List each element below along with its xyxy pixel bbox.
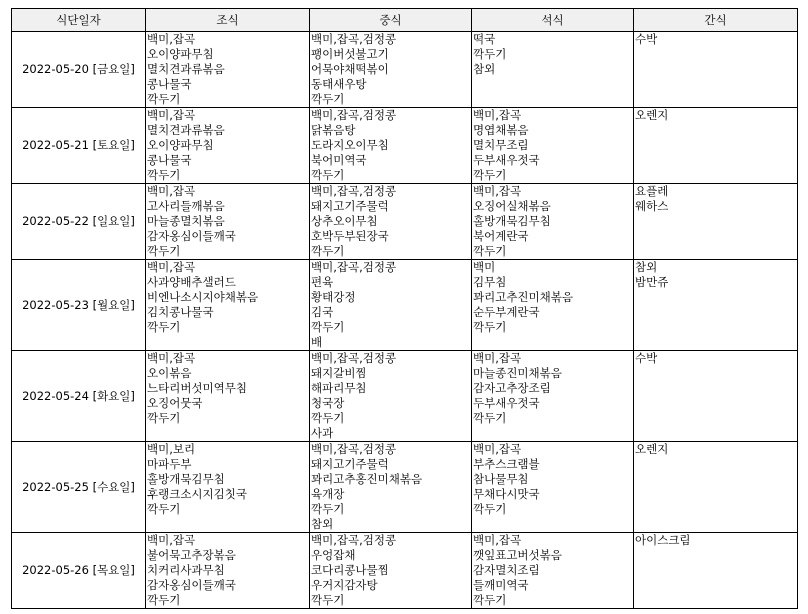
menu-item: 참외 (635, 260, 658, 274)
menu-item: 백미,잡곡 (473, 442, 522, 456)
menu-item: 요플레 (635, 184, 669, 198)
menu-item: 편육 (311, 275, 334, 289)
lunch-cell (310, 442, 472, 533)
table-row (12, 351, 798, 442)
menu-item: 순두부계란국 (473, 305, 540, 319)
menu-item: 백미,잡곡 (473, 533, 522, 547)
menu-item: 깍두기 (147, 502, 181, 516)
menu-item: 사과 (311, 426, 334, 440)
header-lunch: 중식 (310, 9, 472, 32)
menu-item: 백미,잡곡,검정콩 (311, 184, 397, 198)
menu-item: 두부새우젓국 (473, 153, 540, 167)
menu-item: 돼지갈비찜 (311, 366, 367, 380)
menu-item: 깻잎표고버섯볶음 (473, 548, 562, 562)
menu-item: 감자고추장조림 (473, 381, 551, 395)
menu-item: 깍두기 (473, 320, 507, 334)
menu-item: 꽈리고추진미채볶음 (473, 290, 573, 304)
menu-item: 김치콩나물국 (147, 305, 214, 319)
menu-item: 부추스크램블 (473, 457, 540, 471)
menu-item: 마파두부 (147, 457, 192, 471)
menu-item: 백미,잡곡 (473, 184, 522, 198)
menu-item: 홀방개묵김무침 (473, 214, 551, 228)
meal-menu-table (11, 8, 798, 609)
menu-item: 팽이버섯불고기 (311, 47, 389, 61)
breakfast-cell (146, 533, 310, 609)
menu-item: 떡국 (473, 32, 496, 46)
menu-item: 돼지고기주물럭 (311, 199, 389, 213)
header-snack: 간식 (634, 9, 798, 32)
menu-item: 콩나물국 (147, 153, 192, 167)
menu-item: 깍두기 (311, 92, 345, 106)
snack-cell (634, 32, 798, 108)
dinner-cell (472, 184, 634, 260)
header-row (12, 9, 798, 32)
menu-item: 비엔나소시지야채볶음 (147, 290, 259, 304)
dinner-cell (472, 32, 634, 108)
header-date: 식단일자 (12, 9, 146, 32)
menu-item: 백미,잡곡,검정콩 (311, 260, 397, 274)
lunch-cell (310, 184, 472, 260)
menu-item: 감자멸치조림 (473, 563, 540, 577)
menu-item: 참나물무침 (473, 472, 529, 486)
menu-item: 깍두기 (311, 593, 345, 607)
menu-item: 백미,잡곡 (473, 351, 522, 365)
menu-item: 오렌지 (635, 442, 669, 456)
menu-item: 느타리버섯미역무침 (147, 381, 247, 395)
table-row (12, 184, 798, 260)
menu-item: 돼지고기주물럭 (311, 457, 389, 471)
menu-item: 백미,잡곡 (147, 260, 196, 274)
menu-item: 깍두기 (147, 168, 181, 182)
header-dinner: 석식 (472, 9, 634, 32)
dinner-cell (472, 533, 634, 609)
snack-cell (634, 260, 798, 351)
lunch-cell (310, 351, 472, 442)
menu-item: 깍두기 (473, 502, 507, 516)
menu-body (12, 32, 798, 609)
menu-item: 백미,잡곡 (147, 32, 196, 46)
menu-item: 백미,잡곡 (147, 351, 196, 365)
breakfast-cell (146, 442, 310, 533)
menu-item: 코다리콩나물찜 (311, 563, 389, 577)
dinner-cell (472, 108, 634, 184)
menu-item: 깍두기 (473, 411, 507, 425)
menu-item: 우엉잡채 (311, 548, 356, 562)
menu-item: 감자옹심이들깨국 (147, 578, 236, 592)
menu-item: 배 (311, 335, 323, 349)
menu-item: 마늘종진미채볶음 (473, 366, 562, 380)
menu-item: 아이스크림 (635, 533, 691, 547)
menu-item: 깍두기 (311, 320, 345, 334)
menu-item: 백미 (473, 260, 496, 274)
menu-item: 청국장 (311, 396, 345, 410)
snack-cell (634, 108, 798, 184)
menu-item: 멸치무조림 (473, 138, 529, 152)
menu-item: 명엽채볶음 (473, 123, 529, 137)
menu-item: 마늘종멸치볶음 (147, 214, 225, 228)
table-row (12, 533, 798, 609)
menu-item: 오이양파무침 (147, 138, 214, 152)
menu-item: 백미,잡곡,검정콩 (311, 351, 397, 365)
menu-item: 감자옹심이들깨국 (147, 229, 236, 243)
menu-item: 멸치견과류볶음 (147, 123, 225, 137)
table-row (12, 32, 798, 108)
menu-item: 백미,보리 (147, 442, 196, 456)
menu-item: 깍두기 (311, 168, 345, 182)
breakfast-cell (146, 184, 310, 260)
menu-item: 사과양배추샐러드 (147, 275, 236, 289)
menu-item: 깍두기 (147, 593, 181, 607)
menu-item: 참외 (311, 517, 334, 531)
menu-item: 깍두기 (311, 411, 345, 425)
menu-item: 김국 (311, 305, 334, 319)
snack-cell (634, 184, 798, 260)
menu-item: 후랭크소시지김칫국 (147, 487, 247, 501)
menu-item: 백미,잡곡 (147, 184, 196, 198)
menu-item: 북어계란국 (473, 229, 529, 243)
header-breakfast: 조식 (146, 9, 310, 32)
breakfast-cell (146, 260, 310, 351)
date-cell: 2022-05-25 [수요일] (12, 442, 146, 533)
menu-item: 깍두기 (473, 593, 507, 607)
menu-item: 치커리사과무침 (147, 563, 225, 577)
menu-item: 두부새우젓국 (473, 396, 540, 410)
menu-item: 멸치견과류볶음 (147, 62, 225, 76)
menu-item: 무채다시맛국 (473, 487, 540, 501)
menu-item: 밤만쥬 (635, 275, 669, 289)
menu-item: 도라지오이무침 (311, 138, 389, 152)
menu-item: 어묵야채떡볶이 (311, 62, 389, 76)
menu-item: 오징어실채볶음 (473, 199, 551, 213)
lunch-cell (310, 108, 472, 184)
menu-item: 꽈리고추홍진미채볶음 (311, 472, 423, 486)
menu-item: 수박 (635, 351, 658, 365)
menu-item: 고사리들깨볶음 (147, 199, 225, 213)
menu-item: 불어묵고추장볶음 (147, 548, 236, 562)
menu-item: 수박 (635, 32, 658, 46)
menu-item: 동태새우탕 (311, 77, 367, 91)
lunch-cell (310, 533, 472, 609)
dinner-cell (472, 351, 634, 442)
snack-cell (634, 351, 798, 442)
menu-item: 들깨미역국 (473, 578, 529, 592)
menu-item: 깍두기 (473, 47, 507, 61)
menu-item: 백미,잡곡,검정콩 (311, 108, 397, 122)
menu-item: 오이볶음 (147, 366, 192, 380)
menu-item: 오렌지 (635, 108, 669, 122)
menu-item: 백미,잡곡 (147, 108, 196, 122)
menu-item: 상추오이무침 (311, 214, 378, 228)
menu-item: 깍두기 (473, 244, 507, 258)
menu-item: 웨하스 (635, 199, 669, 213)
menu-item: 백미,잡곡,검정콩 (311, 442, 397, 456)
menu-item: 홀방개묵김무침 (147, 472, 225, 486)
menu-item: 깍두기 (311, 502, 345, 516)
menu-item: 북어미역국 (311, 153, 367, 167)
menu-item: 김무침 (473, 275, 507, 289)
breakfast-cell (146, 108, 310, 184)
menu-item: 깍두기 (147, 244, 181, 258)
date-cell: 2022-05-21 [토요일] (12, 108, 146, 184)
menu-item: 오이양파무침 (147, 47, 214, 61)
menu-item: 깍두기 (311, 244, 345, 258)
menu-item: 황태강정 (311, 290, 356, 304)
table-row (12, 442, 798, 533)
dinner-cell (472, 442, 634, 533)
menu-item: 백미,잡곡,검정콩 (311, 32, 397, 46)
menu-item: 깍두기 (147, 411, 181, 425)
menu-item: 참외 (473, 62, 496, 76)
menu-item: 백미,잡곡 (473, 108, 522, 122)
menu-item: 깍두기 (473, 168, 507, 182)
table-row (12, 108, 798, 184)
snack-cell (634, 533, 798, 609)
menu-item: 닭볶음탕 (311, 123, 356, 137)
menu-item: 호박두부된장국 (311, 229, 389, 243)
menu-item: 오징어뭇국 (147, 396, 203, 410)
snack-cell (634, 442, 798, 533)
date-cell: 2022-05-23 [월요일] (12, 260, 146, 351)
menu-item: 육개장 (311, 487, 345, 501)
breakfast-cell (146, 32, 310, 108)
breakfast-cell (146, 351, 310, 442)
menu-item: 우거지감자탕 (311, 578, 378, 592)
menu-item: 백미,잡곡,검정콩 (311, 533, 397, 547)
dinner-cell (472, 260, 634, 351)
menu-item: 콩나물국 (147, 77, 192, 91)
lunch-cell (310, 32, 472, 108)
date-cell: 2022-05-26 [목요일] (12, 533, 146, 609)
lunch-cell (310, 260, 472, 351)
menu-item: 백미,잡곡 (147, 533, 196, 547)
date-cell: 2022-05-24 [화요일] (12, 351, 146, 442)
table-row (12, 260, 798, 351)
menu-item: 깍두기 (147, 320, 181, 334)
menu-item: 해파리무침 (311, 381, 367, 395)
menu-item: 깍두기 (147, 92, 181, 106)
date-cell: 2022-05-20 [금요일] (12, 32, 146, 108)
date-cell: 2022-05-22 [일요일] (12, 184, 146, 260)
